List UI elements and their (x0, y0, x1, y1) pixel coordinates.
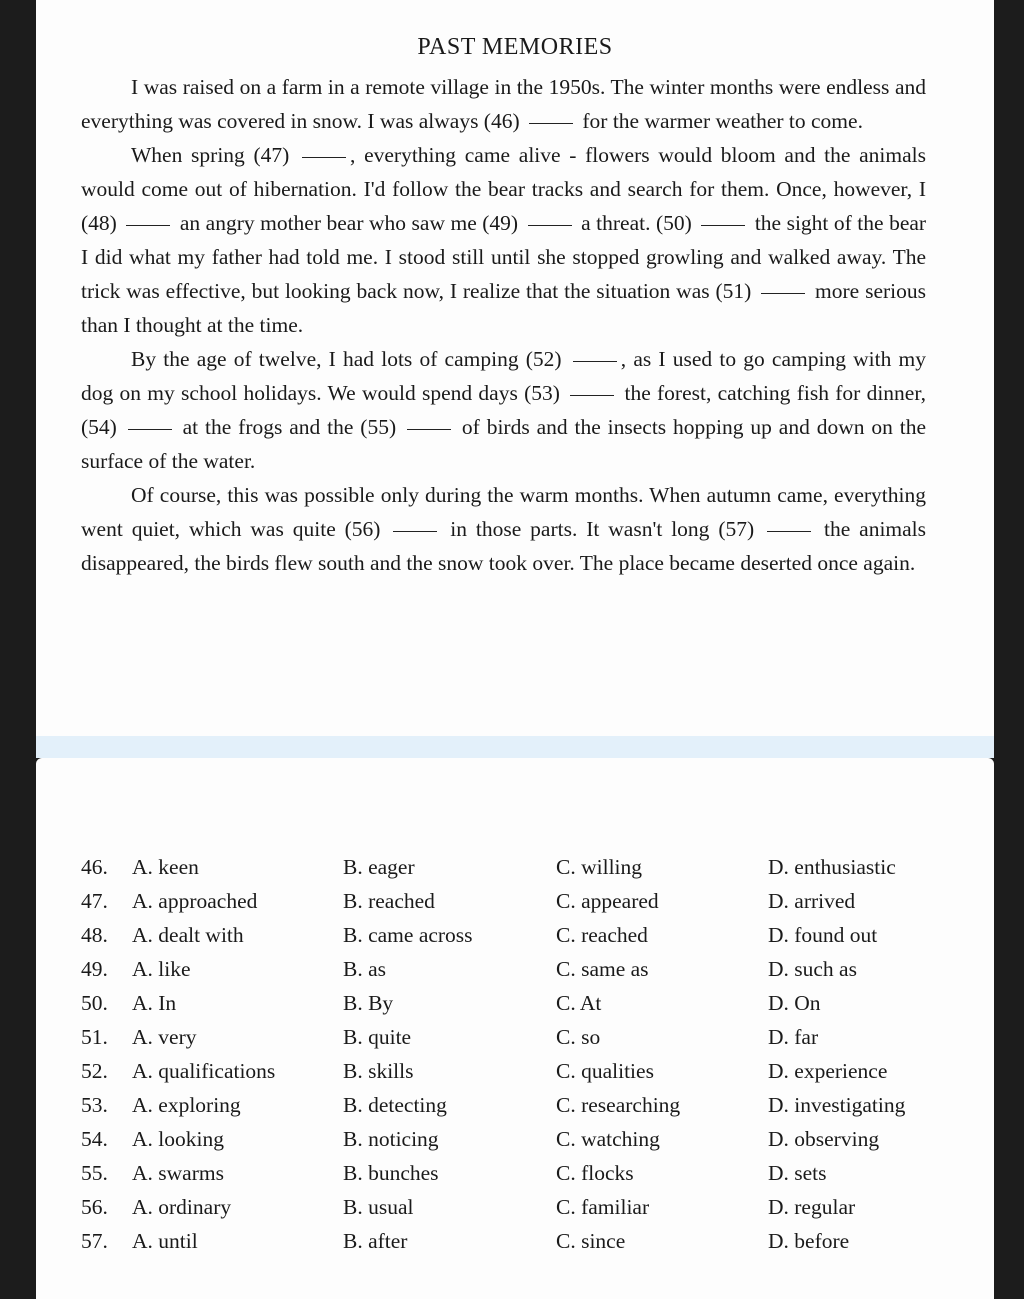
option-b: B. skills (343, 1059, 414, 1083)
options-panel (36, 758, 994, 1299)
blank-54 (128, 429, 172, 430)
paragraph-2: When spring (47) , everything came alive - flowers would bloom and the animals would come out of hibernation. I'd follow the bear tracks and search for them. Once, however, I (48) an angry mother bear who saw me (49) a threat. (50) the sight of the bear I did what my father had told me. I stood still until she stopped growling and walked away. The trick was effective, but looking back now, I realize that the situation was (51) more serious than I thought at the time. (81, 143, 927, 337)
option-b: B. after (343, 1229, 408, 1253)
question-row-55 (81, 1156, 951, 1190)
question-number: 55. (81, 1161, 108, 1185)
option-c: C. flocks (556, 1161, 634, 1185)
question-number: 56. (81, 1195, 108, 1219)
option-b: B. eager (343, 855, 415, 879)
question-row-54 (81, 1122, 951, 1156)
blank-55 (407, 429, 451, 430)
option-d: D. experience (768, 1059, 888, 1083)
option-c: C. At (556, 991, 602, 1015)
question-row-57 (81, 1224, 951, 1258)
question-row-52 (81, 1054, 951, 1088)
option-a: A. swarms (132, 1161, 224, 1185)
option-b: B. as (343, 957, 386, 981)
paragraph-3: By the age of twelve, I had lots of camping (52) , as I used to go camping with my dog on my school holidays. We would spend days (53) the forest, catching fish for dinner, (54) at the frogs and the (55) of birds and the insects hopping up and down on the surface of the water. (81, 347, 927, 473)
option-d: D. found out (768, 923, 878, 947)
option-d: D. On (768, 991, 821, 1015)
option-c: C. researching (556, 1093, 681, 1117)
right-frame (994, 0, 1024, 1299)
option-c: C. familiar (556, 1195, 650, 1219)
option-b: B. reached (343, 889, 435, 913)
question-row-50 (81, 986, 951, 1020)
option-a: A. like (132, 957, 191, 981)
option-b: B. usual (343, 1195, 414, 1219)
option-c: C. same as (556, 957, 649, 981)
option-c: C. so (556, 1025, 601, 1049)
option-b: B. bunches (343, 1161, 439, 1185)
blank-49 (528, 225, 572, 226)
option-d: D. such as (768, 957, 857, 981)
option-a: A. dealt with (132, 923, 244, 947)
blank-50 (701, 225, 745, 226)
question-number: 51. (81, 1025, 108, 1049)
question-row-53 (81, 1088, 951, 1122)
blank-51 (761, 293, 805, 294)
option-c: C. qualities (556, 1059, 654, 1083)
question-row-49 (81, 952, 951, 986)
option-c: C. appeared (556, 889, 659, 913)
option-a: A. very (132, 1025, 197, 1049)
question-number: 50. (81, 991, 108, 1015)
blank-53 (570, 395, 614, 396)
option-d: D. before (768, 1229, 850, 1253)
option-a: A. In (132, 991, 177, 1015)
option-d: D. enthusiastic (768, 855, 896, 879)
option-a: A. looking (132, 1127, 224, 1151)
option-b: B. By (343, 991, 394, 1015)
question-number: 47. (81, 889, 108, 913)
question-number: 57. (81, 1229, 108, 1253)
option-d: D. investigating (768, 1093, 906, 1117)
question-row-51 (81, 1020, 951, 1054)
question-row-56 (81, 1190, 951, 1224)
option-a: A. keen (132, 855, 199, 879)
option-a: A. approached (132, 889, 258, 913)
option-d: D. far (768, 1025, 819, 1049)
options-list (81, 850, 951, 1258)
blank-52 (573, 361, 617, 362)
option-d: D. regular (768, 1195, 856, 1219)
question-number: 49. (81, 957, 108, 981)
left-frame (0, 0, 36, 1299)
option-d: D. sets (768, 1161, 827, 1185)
option-a: A. exploring (132, 1093, 241, 1117)
question-row-47 (81, 884, 951, 918)
option-c: C. reached (556, 923, 648, 947)
option-c: C. watching (556, 1127, 660, 1151)
question-number: 53. (81, 1093, 108, 1117)
option-d: D. arrived (768, 889, 856, 913)
question-row-48 (81, 918, 951, 952)
section-divider (36, 736, 994, 758)
question-number: 52. (81, 1059, 108, 1083)
paragraph-1: I was raised on a farm in a remote village in the 1950s. The winter months were endless and everything was covered in snow. I was always (46) for the warmer weather to come. (81, 75, 926, 133)
option-b: B. detecting (343, 1093, 447, 1117)
option-a: A. qualifications (132, 1059, 276, 1083)
blank-48 (126, 225, 170, 226)
blank-46 (529, 123, 573, 124)
option-c: C. since (556, 1229, 626, 1253)
passage-panel (36, 0, 994, 736)
question-number: 48. (81, 923, 108, 947)
option-d: D. observing (768, 1127, 880, 1151)
question-number: 54. (81, 1127, 108, 1151)
page-title: PAST MEMORIES (417, 34, 613, 60)
option-c: C. willing (556, 855, 643, 879)
paragraph-4: Of course, this was possible only during the warm months. When autumn came, everything went quiet, which was quite (56) in those parts. It wasn't long (57) the animals disappeared, the birds flew south and the snow took over. The place became deserted once again. (81, 483, 927, 575)
blank-57 (767, 531, 811, 532)
question-number: 46. (81, 855, 108, 879)
option-a: A. until (132, 1229, 198, 1253)
option-b: B. noticing (343, 1127, 439, 1151)
question-row-46 (81, 850, 951, 884)
blank-56 (393, 531, 437, 532)
option-a: A. ordinary (132, 1195, 232, 1219)
option-b: B. came across (343, 923, 473, 947)
passage-text (81, 70, 926, 580)
blank-47 (302, 157, 346, 158)
option-b: B. quite (343, 1025, 412, 1049)
